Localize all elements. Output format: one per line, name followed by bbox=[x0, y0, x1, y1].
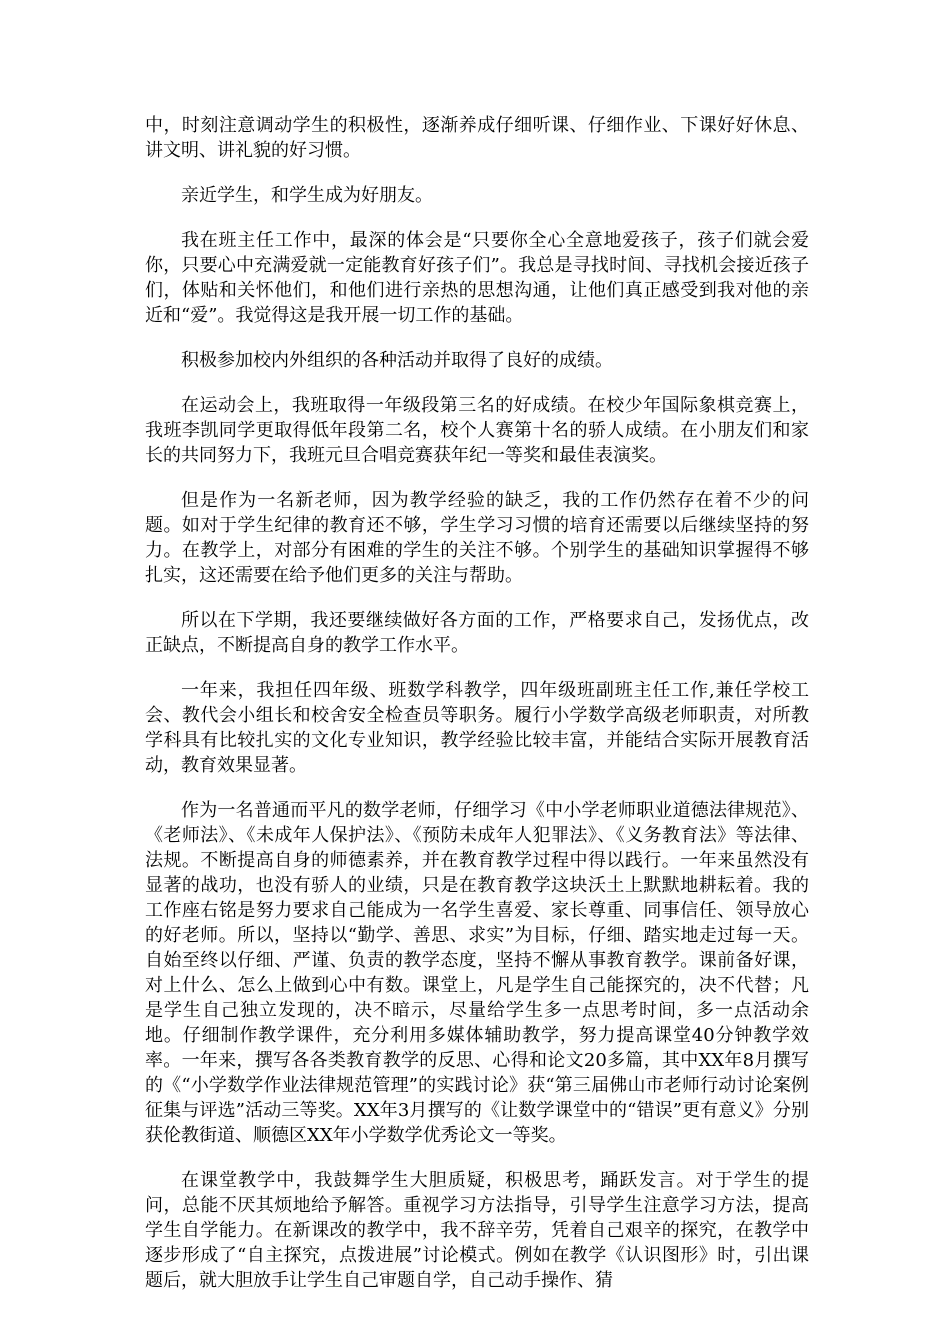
paragraph: 在运动会上，我班取得一年级段第三名的好成绩。在校少年国际象棋竞赛上，我班李凯同学更取得低年段第二名，校个人赛第十名的骄人成绩。在小朋友们和家长的共同努力下，我班元旦合唱竞赛获年纪一等奖和最佳表演奖。 bbox=[145, 395, 809, 466]
paragraph: 在课堂教学中，我鼓舞学生大胆质疑，积极思考，踊跃发言。对于学生的提问，总能不厌其烦地给予解答。重视学习方法指导，引导学生注意学习方法，提高学生自学能力。在新课改的教学中，我不辞辛劳，凭着自己艰辛的探究，在教学中逐步形成了“自主探究，点拨进展”讨论模式。例如在教学《认识图形》时，引出课题后，就大胆放手让学生自己审题自学，自己动手操作、猜 bbox=[145, 1170, 809, 1291]
paragraph: 所以在下学期，我还要继续做好各方面的工作，严格要求自己，发扬优点，改正缺点，不断提高自身的教学工作水平。 bbox=[145, 610, 809, 656]
document-body bbox=[145, 113, 809, 1313]
paragraph: 我在班主任工作中，最深的体会是“只要你全心全意地爱孩子，孩子们就会爱你，只要心中充满爱就一定能教育好孩子们”。我总是寻找时间、寻找机会接近孩子们，体贴和关怀他们，和他们进行亲热的思想沟通，让他们真正感受到我对他的亲近和“爱”。我觉得这是我开展一切工作的基础。 bbox=[145, 230, 809, 326]
paragraph: 亲近学生，和学生成为好朋友。 bbox=[181, 185, 433, 206]
paragraph: 中，时刻注意调动学生的积极性，逐渐养成仔细听课、仔细作业、下课好好休息、讲文明、讲礼貌的好习惯。 bbox=[145, 115, 809, 161]
paragraph: 一年来，我担任四年级、班数学科教学，四年级班副班主任工作,兼任学校工会、教代会小组长和校舍安全检查员等职务。履行小学数学高级老师职责，对所教学科具有比较扎实的文化专业知识，教学经验比较丰富，并能结合实际开展教育活动，教育效果显著。 bbox=[145, 680, 809, 776]
paragraph: 积极参加校内外组织的各种活动并取得了良好的成绩。 bbox=[181, 350, 613, 371]
paragraph: 作为一名普通而平凡的数学老师，仔细学习《中小学老师职业道德法律规范》、《老师法》、《未成年人保护法》、《预防未成年人犯罪法》、《义务教育法》等法律、法规。不断提高自身的师德素养，并在教育教学过程中得以践行。一年来虽然没有显著的战功，也没有骄人的业绩，只是在教育教学这块沃土上默默地耕耘着。我的工作座右铭是努力要求自己能成为一名学生喜爱、家长尊重、同事信任、领导放心的好老师。所以，坚持以“勤学、善思、求实”为目标，仔细、踏实地走过每一天。自始至终以仔细、严谨、负责的教学态度，坚持不懈从事教育教学。课前备好课，对上什么、怎么上做到心中有数。课堂上，凡是学生自己能探究的，决不代替；凡是学生自己独立发现的，决不暗示，尽量给学生多一点思考时间，多一点活动余地。仔细制作教学课件，充分利用多媒体辅助教学，努力提高课堂40分钟教学效率。一年来，撰写各各类教育教学的反思、心得和论文20多篇，其中XX年8月撰写的《“小学数学作业法律规范管理”的实践讨论》获“第三届佛山市老师行动讨论案例征集与评选”活动三等奖。XX年3月撰写的《让数学课堂中的“错误”更有意义》分别获伦教街道、顺德区XX年小学数学优秀论文一等奖。 bbox=[145, 800, 809, 1146]
paragraph: 但是作为一名新老师，因为教学经验的缺乏，我的工作仍然存在着不少的问题。如对于学生纪律的教育还不够，学生学习习惯的培育还需要以后继续坚持的努力。在教学上，对部分有困难的学生的关注不够。个别学生的基础知识掌握得不够扎实，这还需要在给予他们更多的关注与帮助。 bbox=[145, 490, 809, 586]
